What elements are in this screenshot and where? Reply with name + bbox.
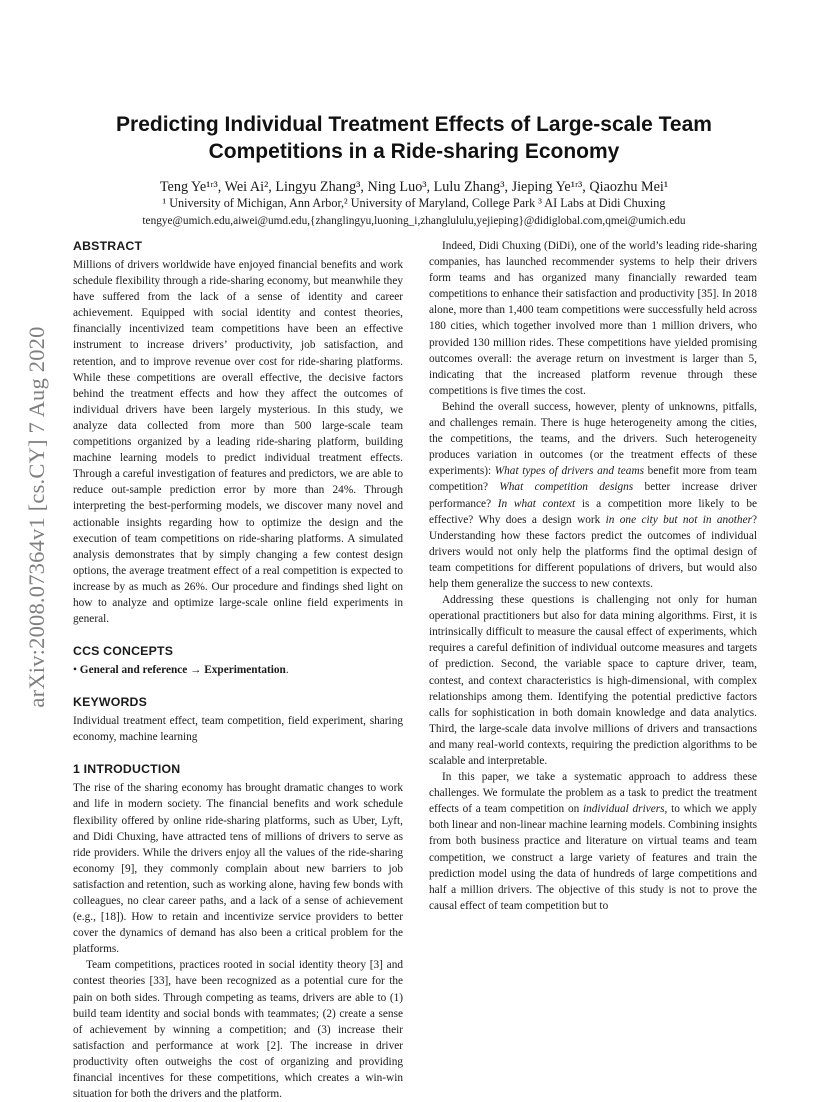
p4-text-e: better increase driver performance? [429,481,757,510]
ccs-arrow: → [187,664,205,677]
p4-text-a: Behind the overall success, however, plenty of unknowns, pitfalls, and challenges remain. There is huge heterogeneity among the cities, the competitions, the teams, and the drivers. Such heterogeneity produces variation in outcomes (or the treatment effects of these experiments): [429,400,757,478]
ccs-heading: CCS CONCEPTS [73,644,174,659]
intro-paragraph-5: Addressing these questions is challenging not only for human operational practitioners but also for data mining algorithms. First, it is intrinsically difficult to measure the causal effect of experiments, which requires a careful definition of individual outcome measures and targets of prediction. Second, the variable space to capture driver, team, contest, and context characteristics is high-dimensional, with complex relationships among them. Identifying the potential predictive factors calls for sophistication in both domain knowledge and data analytics. Third, the large-scale data involve millions of drivers and transactions and many real-world contexts, requiring the prediction algorithms to be scalable and interpretable. [429,594,757,767]
arxiv-sidebar [22,282,52,752]
abstract-text: Millions of drivers worldwide have enjoyed financial benefits and work schedule flexibility through a ride-sharing economy, but meanwhile they have suffered from the lack of a sense of identity and career achievement. Equipped with social identity and contest theories, financially incentivized team competitions have been an effective instrument to increase drivers’ productivity, job satisfaction, and retention, and to improve revenue over cost for ride-sharing platforms. While these competitions are overall effective, the decisive factors behind the treatment effects and how they affect the outcomes of individual drivers have been largely mysterious. In this study, we analyze data collected from more than 500 large-scale team competitions organized by a leading ride-sharing platform, building machine learning models to predict individual treatment effects. Through a careful investigation of features and predictors, we are able to reduce out-sample prediction error by more than 24%. Through interpreting the best-performing models, we discover many novel and actionable insights regarding how to optimize the design and the execution of team competitions on ride-sharing platforms. A simulated analysis demonstrates that by simply changing a few contest design options, the average treatment effect of a real competition is expected to increase by as much as 26%. Our procedure and findings shed light on how to analyze and optimize large-scale online field experiments in general. [73,259,403,626]
ccs-subconcept: Experimentation [204,664,286,677]
intro-paragraph-6 [429,769,757,914]
p6-text-c: , to which we apply both linear and non-linear machine learning models. Combining insights from both business practice and literature on virtual teams and team competition, we construct a large variety of features and train the prediction model using the data of hundreds of large competitions and half a million drivers. The objective of this study is not to prove the causal effect of team competition but to [429,803,757,912]
arxiv-identifier: arXiv:2008.07364v1 [cs.CY] 7 Aug 2020 [24,326,49,708]
ccs-period: . [285,664,289,677]
p4-emph-b: What types of drivers and teams [494,465,644,478]
p6-emph-b: individual drivers [582,803,665,816]
intro-paragraph-1: The rise of the sharing economy has brought dramatic changes to work and life in modern society. The financial benefits and work schedule flexibility offered by online ride-sharing platforms, such as Uber, Lyft, and Didi Chuxing, have attracted tens of millions of drivers to serve as ride providers. While the drivers enjoy all the values of the ride-sharing economy [9], they commonly complain about new barriers to job satisfaction and retention, such as working alone, having few bonds with colleagues, no clear career paths, and a lack of a sense of achievement (e.g., [18]). How to retain and incentivize service providers to better cover the dynamics of demand has also been a critical problem for the platforms. [73,782,403,956]
ccs-concept: General and reference [79,664,188,677]
ccs-concepts [73,662,403,678]
abstract-heading: ABSTRACT [73,239,143,253]
author-emails: tengye@umich.edu,aiwei@umd.edu,{zhanglingyu,luoning_i,zhanglululu,yejieping}@didiglobal.com,qmei@umich.edu [142,215,686,227]
p4-text-c: benefit more from team competition? [429,465,757,494]
p4-text-i: ? Understanding how these factors predict the outcomes of individual drivers would not only help the platforms find the optimal design of team competitions for different populations of drivers, but would also help them generalize the success to new contexts. [429,513,757,590]
left-column [73,238,403,1102]
intro-paragraph-3: Indeed, Didi Chuxing (DiDi), one of the world’s leading ride-sharing companies, has launched recommender systems to help their drivers form teams and has organized many financially rewarded team competitions to enhance their satisfaction and productivity [35]. In 2018 alone, more than 1,400 team competitions were successfully held across 180 cities, which together involved more than 1 million drivers, who provided 130 million rides. These competitions have yielded promising outcomes overall: the average return on investment is larger than 5, indicating that the increased platform revenue through these competitions is five times the cost. [429,240,757,397]
p6-text-a: In this paper, we take a systematic approach to address these challenges. We formulate the problem as a task to predict the treatment effects of a team competition on [429,771,757,816]
p4-text-g: is a competition more likely to be effective? Why does a design work [429,497,757,526]
p4-emph-d: What competition designs [499,481,634,494]
paper-title: Predicting Individual Treatment Effects of Large-scale Team Competitions in a Ride-sharing Economy [116,113,712,163]
intro-paragraph-4 [429,399,757,592]
right-column [429,238,757,914]
ccs-bullet: • [73,664,77,677]
keywords-text: Individual treatment effect, team competition, field experiment, sharing economy, machine learning [73,715,403,744]
affiliations: ¹ University of Michigan, Ann Arbor,² University of Maryland, College Park ³ AI Labs at Didi Chuxing [162,196,666,210]
keywords-heading: KEYWORDS [73,695,148,710]
introduction-heading: 1 INTRODUCTION [73,762,181,777]
intro-paragraph-2: Team competitions, practices rooted in social identity theory [3] and contest theories [33], have been recognized as a potential cure for the pain on both sides. Through competing as teams, drivers are able to (1) build team identity and social bonds with teammates; (2) create a sense of achievement by winning a competition; and (3) increase their satisfaction and performance at work [2]. The increase in driver productivity often outweighs the cost of organizing and providing financial incentives for these competitions, which creates a win-win situation for both the drivers and the platform. [73,959,403,1101]
p4-emph-f: In what context [497,497,576,510]
author-list: Teng Ye¹ʳ³, Wei Ai², Lingyu Zhang³, Ning Luo³, Lulu Zhang³, Jieping Ye¹ʳ³, Qiaozhu Mei¹ [159,179,669,195]
p4-emph-h: in one city but not in another [605,513,752,526]
